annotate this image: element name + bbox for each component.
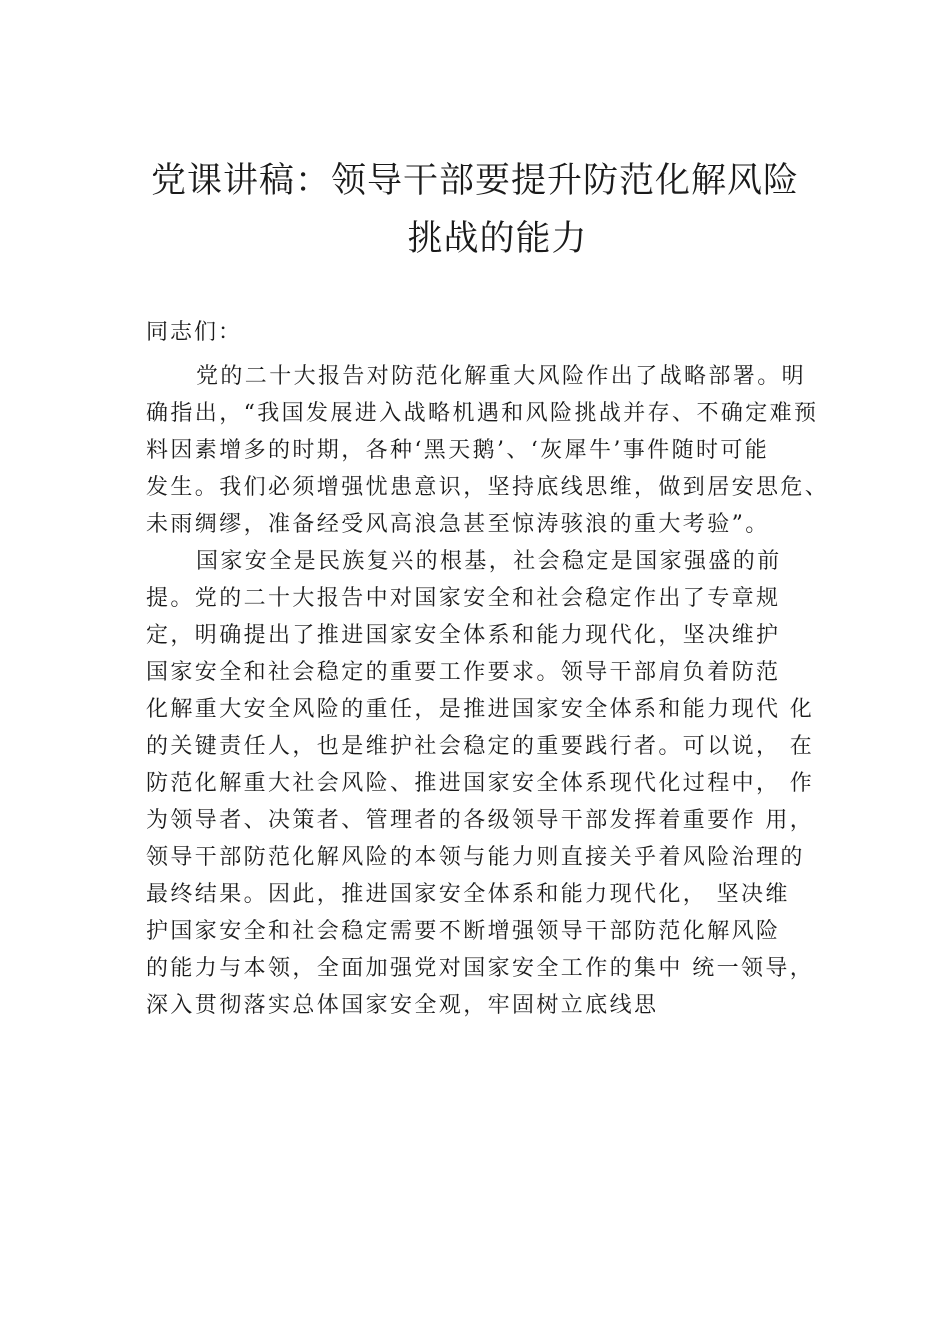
paragraph-2 [146, 543, 815, 1024]
text-line: 深入贯彻落实总体国家安全观，牢固树立底线思 [146, 993, 659, 1018]
paragraph-1 [146, 358, 830, 543]
body-text [146, 358, 830, 1024]
text-line: 护国家安全和社会稳定需要不断增强领导干部防范化解风险 [146, 919, 781, 944]
text-line: 定，明确提出了推进国家安全体系和能力现代化，坚决维护 [146, 623, 781, 648]
text-line: 提。党的二十大报告中对国家安全和社会稳定作出了专章规 [146, 586, 781, 611]
text-line: 化解重大安全风险的重任，是推进国家安全体系和能力现代 化 [146, 697, 815, 722]
text-line: 的能力与本领，全面加强党对国家安全工作的集中 统一领导， [146, 956, 815, 981]
text-line: 国家安全是民族复兴的根基，社会稳定是国家强盛的前 [196, 549, 782, 574]
text-line: 料因素增多的时期，各种‘黑天鹅’、‘灰犀牛’事件随时可能 [146, 438, 770, 463]
text-line: 发生。我们必须增强忧患意识，坚持底线思维，做到居安思危、 [146, 475, 830, 500]
text-line: 防范化解重大社会风险、推进国家安全体系现代化过程中， 作 [146, 771, 815, 796]
text-line: 未雨绸缪，准备经受风高浪急甚至惊涛骇浪的重大考验”。 [146, 512, 770, 537]
text-line: 最终结果。因此，推进国家安全体系和能力现代化， 坚决维 [146, 882, 790, 907]
text-line: 的关键责任人，也是维护社会稳定的重要践行者。可以说， 在 [146, 734, 815, 759]
text-line: 领导干部防范化解风险的本领与能力则直接关乎着风险治理的 [146, 845, 805, 870]
text-line: 确指出，“我国发展进入战略机遇和风险挑战并存、不确定难预 [146, 401, 819, 426]
text-line: 为领导者、决策者、管理者的各级领导干部发挥着重要作 用， [146, 808, 815, 833]
title-line-1: 党课讲稿：领导干部要提升防范化解风险 [150, 161, 799, 201]
document-title [120, 152, 830, 268]
salutation: 同志们： [146, 320, 243, 345]
text-line: 国家安全和社会稳定的重要工作要求。领导干部肩负着防范 [146, 660, 781, 685]
title-line-2: 挑战的能力 [407, 219, 588, 259]
text-line: 党的二十大报告对防范化解重大风险作出了战略部署。明 [196, 364, 807, 389]
